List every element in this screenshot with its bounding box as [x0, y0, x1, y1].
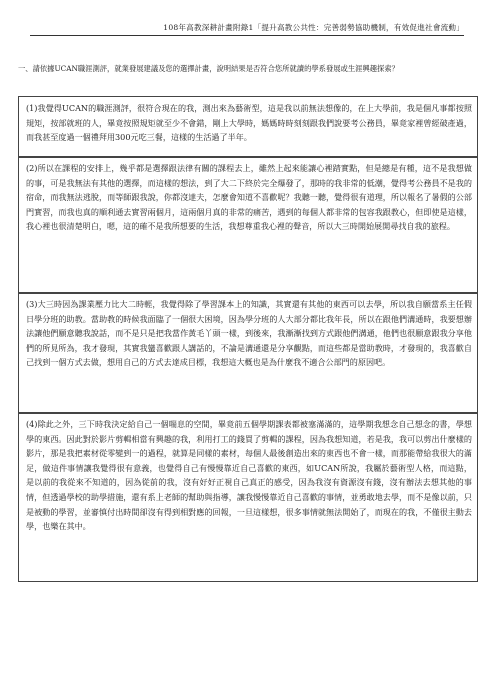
paragraph-4: (4)除此之外，三下時我決定給自己一個喘息的空間，畢竟前五個學期課表都被塞滿滿的，這學期我想念自己想念的書，學想學的東西。因此對於影片剪輯相當有興趣的我，利用打工的錢買了剪輯的課程，因為我想知道，若是我，我可以剪出什麼樣的影片，那是我把素材從零變到一的過程，就算是同樣的素材，每個人最後創造出來的東西也不會一樣，而那能帶給我很大的滿足，做這件事情讓我覺得很有意義，也覺得自己有慢慢靠近自己喜歡的東西，如UCAN所說，我屬於藝術型人格，而這點，是以前的我從來不知道的，因為從前的我，沒有好好正視自己真正的感受，因為我沒有資源沒有錢，沒有辦法去想其他的事情，但透過學校的助學措施，還有系上老師的幫助與指導，讓我慢慢靠近自己喜歡的事情，並勇敢地去學，而不是像以前，只是被動的學習，並審慎付出時間卻沒有得到相對應的回報，一旦這樣想，很多事情就無法開始了，而現在的我，不僅很主動去學，也樂在其中。	[26, 419, 472, 532]
question-prompt: 一、請依據UCAN職涯測評，就業發展建議及您的選擇計畫，說明結果是否符合您所就讀的學系發展或生涯興趣探索？	[18, 64, 399, 73]
page-header	[30, 22, 464, 36]
paragraph-1: (1)我覺得UCAN的職涯測評，很符合現在的我，測出來為藝術型，這是我以前無法想像的，在上大學前，我是個凡事都按照規矩，按部就班的人，畢竟按照規矩就至少不會錯，剛上大學時，媽媽時時刻刻跟我們說要考公務員，畢竟家裡曾經破產過，而我甚至度過一個禮拜用300元吃三餐，這樣的生活過了半年。	[26, 103, 472, 143]
paragraph-2: (2)所以在課程的安排上，幾乎都是選擇跟法律有關的課程去上，雖然上起來能讓心裡踏實點，但是總是有種，這不是我想做的事，可是我無法有其他的選擇，而這樣的想法，到了大二下終於完全爆發了，那時的我非常的低潮，覺得考公務員不是我的宿命，而我無法逃脫，而等師跟我說，你都沒達夫，怎麼會知道不喜歡呢？我聽一聽，覺得很有道理，所以報名了暑假的公部門實習，而我也真的順利通去實習兩個月，這兩個月真的非常的痛苦，遇到的每個人都非常的包容我跟教心，但即使是這樣，我心裡也很清楚明白，嗯，這的確不是我所想要的生活，我想尊重我心裡的聲音，所以大三時開始展開尋找自我的旅程。	[26, 163, 472, 232]
header-title: 108年高教深耕計畫附錄1「提升高教公共性：完善弱勢協助機制，有效促進社會流動」	[163, 23, 464, 32]
paragraph-3: (3)大三時因為課業壓力比大二時輕，我覺得除了學習課本上的知識，其實還有其他的東西可以去學，所以我自願當系主任假日學分班的助教。當助教的時候我面臨了一個很大困境，因為學分班的人大部分都比我年長，所以在跟他們溝通時，我要想辦法讓他們願意聽我說話，而不是只是把我當作黃毛丫頭一樣，到後來，我漸漸找到方式跟他們溝通，他們也很願意跟我分享他們的所見所為，我才發現，其實我蠻喜歡跟人講話的，不論是溝通還是分享觀點，而這些都是當助教時，才發現的，我喜歡自己找到一個方式去做，想用自己的方式去達成目標，我想這大概也是為什麼我不適合公部門的原因吧。	[26, 299, 472, 368]
